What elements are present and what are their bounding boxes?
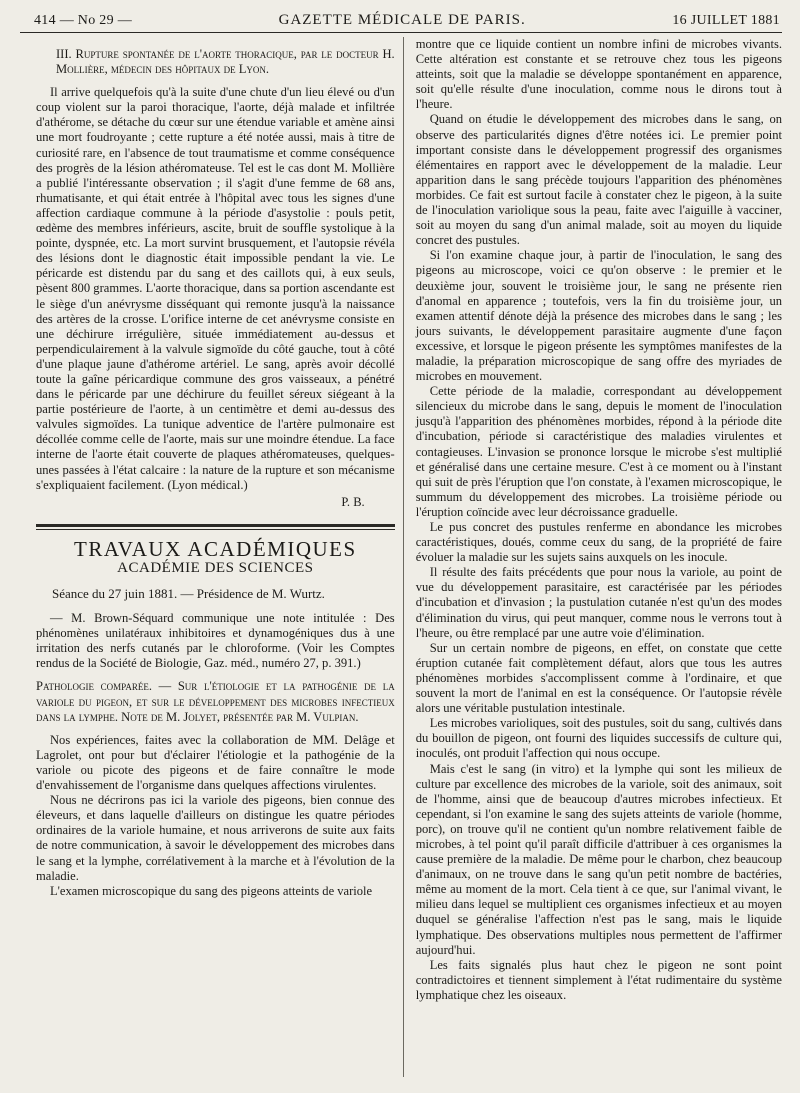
paragraph: montre que ce liquide contient un nombre infini de microbes vivants. Cette altération est constante et se retrouve chez tous les pigeons atteints, soit que la maladie se développe spontanément en apparence, soit qu'elle résulte d'une inoculation, comme nous le dirons tout à l'heure. [415,37,782,112]
paragraph-decrirons: Nous ne décrirons pas ici la variole des pigeons, bien connue des éleveurs, et dans laquelle d'ailleurs on distingue les quatre périodes ordinaires de la variole humaine, et nous arriverons de suite aux faits de notre communication, à savoir le développement des microbes dans le sang et la lymphe, corrélativement à la marche et à l'évolution de la maladie. [36,793,395,883]
paragraph: Mais c'est le sang (in vitro) et la lymphe qui sont les milieux de culture par excellence des microbes de la variole, soit des animaux, soit de l'homme, ainsi que de beaucoup d'autres microbes infectieux. Et cependant, si l'on examine le sang des sujets atteints de variole (homme, porc), on trouve qu'il ne contient qu'un nombre relativement faible de microbes, à tel point qu'il paraît difficile d'attribuer à ces organismes la cause première de la maladie. De même pour le charbon, chez beaucoup d'animaux, on ne trouve dans le sang qu'un petit nombre de bactéries, même au moment de la mort. Cela tient à ce que, sur l'animal vivant, le milieu dans lequel se multiplient ces organismes infectieux et au moyen duquel se généralise l'affection n'est pas le sang, mais le liquide lymphatique. Des observations multiples nous permettent de l'affirmer aujourd'hui. [415,761,782,957]
paragraph: Il résulte des faits précédents que pour nous la variole, au point de vue du développement parasitaire, est caractérisée par les périodes d'incubation et d'invasion ; la pustulation cutanée n'est qu'un des modes d'élimination du virus, qui peut manquer, comme nous le verrons tout à l'heure, ou être remplacé par une autre voie d'élimination. [415,565,782,640]
paragraph: Le pus concret des pustules renferme en abondance les microbes caractéristiques, doués, comme ceux du sang, de la propriété de faire évoluer la maladie sur les sujets sains auxquels on les inocule. [415,520,782,565]
paragraph: Les microbes varioliques, soit des pustules, soit du sang, cultivés dans du bouillon de pigeon, ont fourni des liquides successifs de culture qui, inoculés, ont produit l'affection qui nous occupe. [415,716,782,761]
brown-sequard-note: — M. Brown-Séquard communique une note intitulée : Des phénomènes unilatéraux inhibitoires et dynamogéniques dus à une irritation des nerfs cutanés par le chloroforme. (Voir les Comptes rendus de la Société de Biologie, Gaz. méd., numéro 27, p. 391.) [36,611,395,671]
article-body: Il arrive quelquefois qu'à la suite d'une chute d'un lieu élevé ou d'un coup violent sur la paroi thoracique, l'aorte, déjà malade et infiltrée d'athérome, se détache du cœur sur une étendue variable et amène ainsi une mort foudroyante ; cette rupture a été notée aussi, mais à titre de curiosité rare, en l'absence de tout traumatisme et comme conséquence des progrès de la lésion athéromateuse. Tel est le cas dont M. Mollière a publié l'intéressante observation ; il s'agit d'une femme de 68 ans, rhumatisante, et qui était entrée à l'hôpital avec tous les signes d'une affection cardiaque commune à la période d'asystolie : pouls petit, œdème des membres inférieurs, ascite, bruit de souffle systolique à la pointe, dyspnée, etc. La mort survint brusquement, et l'autopsie révéla des lésions dont le diagnostic était impossible pendant la vie. Le péricarde est distendu par du sang et des caillots qui, à eux seuls, pèsent 800 grammes. L'aorte thoracique, dans sa portion ascendante est le siège d'un anévrysme disséquant qui remonte jusqu'à la naissance des artères de la crosse. L'orifice interne de cet anévrysme consiste en une déchirure irrégulière, située immédiatement au-dessus et perpendiculairement à la valvule sigmoïde du côté gauche, tout à côté d'une plaque jaune d'athérome artériel. Le sang, après avoir décollé toute la gaîne péricardique commune des gros vaisseaux, a pénétré dans le péricarde par une déchirure du feuillet séreux siégeant à la partie postérieure de l'aorte, à un centimètre et demi au-dessus des valvules sigmoïdes. La tunique adventice de l'artère pulmonaire est décollée comme celle de l'aorte, mais sur une moindre étendue. La face interne de l'aorte était couverte de plaques athéromateuses, quelques-unes passées à l'état calcaire : la nature de la rupture et son mécanisme s'expliquaient facilement. (Lyon médical.) [36,85,395,492]
left-column [20,37,404,1077]
paragraph: Cette période de la maladie, correspondant au développement silencieux du microbe dans le sang, depuis le moment de l'inoculation jusqu'à l'apparition des phénomènes morbides, répond à la période dite d'incubation, période si caractéristique des maladies virulentes et contagieuses. L'invasion se prononce lorsque le microbe s'est multiplié et généralisé dans une certaine mesure. C'est à ce moment ou à l'instant qui suit de près l'éruption que l'on constate, à l'examen microscopique, le summum du développement des microbes. La troisième période ou l'éruption coïncide avec leur décroissance graduelle. [415,384,782,519]
academy-heading: ACADÉMIE DES SCIENCES [117,559,314,576]
pathologie-heading: Pathologie comparée. — Sur l'étiologie et la pathogénie de la variole du pigeon, et sur le développement des microbes infectieux dans la lymphe. Note de M. Jolyet, présentée par M. Vulpian. [36,679,395,724]
right-column [414,37,782,1077]
journal-title: GAZETTE MÉDICALE DE PARIS. [278,12,526,28]
page-number: 414 — No 29 — [34,13,133,28]
paragraph: Les faits signalés plus haut chez le pigeon ne sont point contradictoires et tiennent simplement à l'état rudimentaire du système lymphatique chez les oiseaux. [415,957,782,1002]
section-divider [36,524,395,530]
issue-date: 16 JUILLET 1881 [672,13,780,28]
paragraph: Si l'on examine chaque jour, à partir de l'inoculation, le sang des pigeons au microscope, voici ce qu'on observe : le premier et le deuxième jour, souvent le troisième jour, le sang ne présente rien d'anomal en apparence ; toutefois, vers la fin du troisième jour, un examen attentif dénote déjà la présence des microbes dans le sang ; les jours suivants, le développement parasitaire augmente d'une façon excessive, et lorsque le pigeon présente les symptômes manifestes de la maladie, la préparation microscopique de sang offre des myriades de microbes en mouvement. [415,248,782,384]
seance-line: Séance du 27 juin 1881. — Présidence de M. Wurtz. [52,586,325,601]
signature: P. B. [341,494,365,509]
paragraph-experiences: Nos expériences, faites avec la collaboration de MM. Delâge et Lagrolet, ont pour but d'éclairer l'étiologie et la pathogénie de la variole ou picote des pigeons et de faire connaître le mode d'envahissement de l'organisme dans quelques affections virulentes. [36,732,395,793]
paragraph: Quand on étudie le développement des microbes dans le sang, on observe des particularités dignes d'être notées ici. Le premier point important consiste dans le développement progressif des organismes élémentaires en rapport avec le développement de la maladie. Leur apparition dans le sang précède toujours l'apparition des phénomènes morbides. Ce fait est surtout facile à constater chez le pigeon, à la suite de l'inoculation variolique sous la peau, faite avec l'aiguille à vacciner, soit au moyen du sang d'un animal malade, soit au moyen du liquide concret des pustules. [415,112,782,248]
paragraph-examen: L'examen microscopique du sang des pigeons atteints de variole [50,883,373,898]
running-header [20,12,782,33]
travaux-heading: TRAVAUX ACADÉMIQUES [74,536,357,561]
article-heading: III. Rupture spontanée de l'aorte thoracique, par le docteur H. Mollière, médecin des hôpitaux de Lyon. [56,47,395,77]
text-columns [20,37,782,1077]
paragraph: Sur un certain nombre de pigeons, en effet, on constate que cette éruption cutanée fait complètement défaut, alors que tous les autres phénomènes morbides s'accomplissent comme à l'ordinaire, et que souvent la mort de l'animal en est la conséquence. Or l'autopsie révèle alors une véritable pustulation intestinale. [415,640,782,716]
